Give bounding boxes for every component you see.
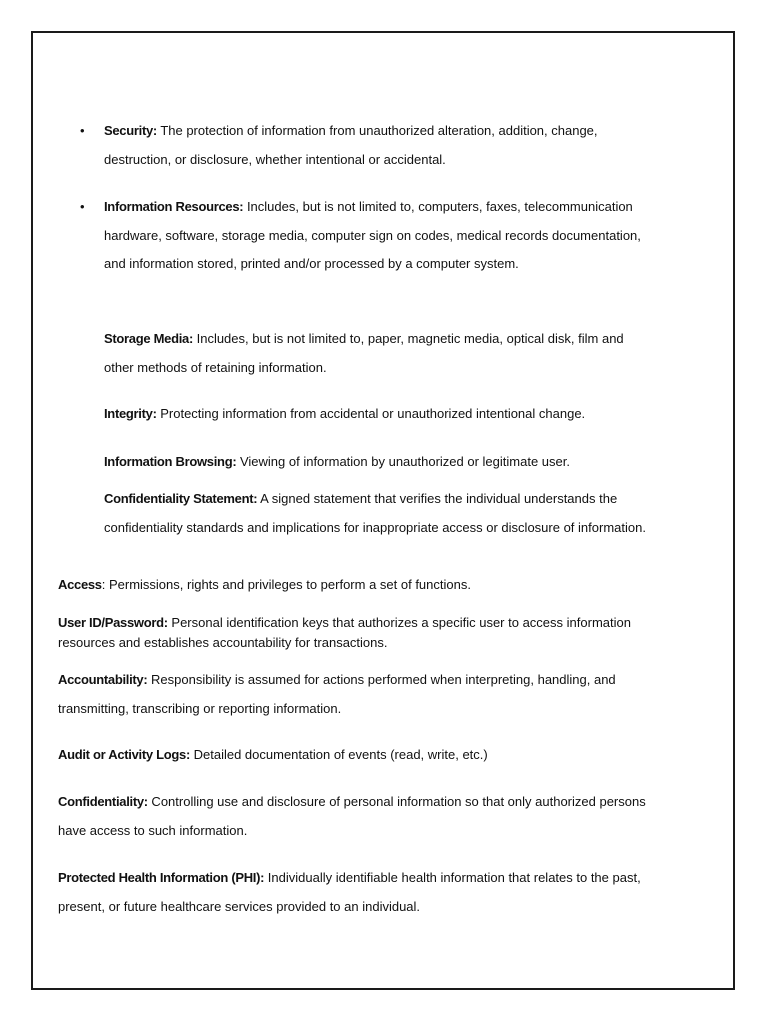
- definition-text: Includes, but is not limited to, paper, magnetic media, optical disk, film and other methods of retaining information.: [104, 331, 624, 375]
- definition-term: Information Resources:: [104, 199, 244, 214]
- bullet-icon: •: [80, 199, 85, 214]
- definition-integrity: [104, 400, 649, 429]
- definition-term: Security:: [104, 123, 157, 138]
- definition-phi: [58, 864, 658, 921]
- definition-term: Information Browsing:: [104, 454, 237, 469]
- definition-term: Storage Media:: [104, 331, 193, 346]
- definition-text: Includes, but is not limited to, computers, faxes, telecommunication hardware, software, storage media, computer sign on codes, medical records documentation, and information stored, printed and/or processed by a computer system.: [104, 199, 641, 271]
- definition-term: User ID/Password:: [58, 615, 168, 630]
- definition-term: Protected Health Information (PHI):: [58, 870, 265, 885]
- definition-accountability: [58, 666, 658, 723]
- definition-term: Access: [58, 577, 102, 592]
- definition-confidentiality: [58, 788, 658, 845]
- bullet-icon: •: [80, 123, 85, 138]
- definition-access: [58, 571, 658, 600]
- definition-text: Protecting information from accidental or unauthorized intentional change.: [156, 406, 586, 421]
- definition-text: The protection of information from unauthorized alteration, addition, change, destruction, or disclosure, whether intentional or accidental.: [104, 123, 598, 167]
- definition-information-browsing: [104, 448, 649, 477]
- definition-information-resources: [80, 193, 649, 279]
- definition-text: Individually identifiable health information that relates to the past, present, or future healthcare services provided to an individual.: [58, 870, 641, 914]
- definition-audit-logs: [58, 741, 658, 770]
- definition-term: Confidentiality:: [58, 794, 148, 809]
- definition-term: Integrity:: [104, 406, 157, 421]
- definition-term: Confidentiality Statement:: [104, 491, 258, 506]
- definition-term: Accountability:: [58, 672, 148, 687]
- definition-text: Detailed documentation of events (read, write, etc.): [190, 747, 488, 762]
- definition-text: Responsibility is assumed for actions performed when interpreting, handling, and transmitting, transcribing or reporting information.: [58, 672, 616, 716]
- definition-text: : Permissions, rights and privileges to perform a set of functions.: [101, 577, 471, 592]
- definition-term: Audit or Activity Logs:: [58, 747, 191, 762]
- definition-security: [80, 117, 649, 174]
- definition-storage-media: [104, 325, 649, 382]
- definition-text: Viewing of information by unauthorized or legitimate user.: [236, 454, 570, 469]
- definition-text: A signed statement that verifies the individual understands the confidentiality standards and implications for inappropriate access or disclosure of information.: [104, 491, 646, 535]
- definition-text: Controlling use and disclosure of personal information so that only authorized persons have access to such information.: [58, 794, 646, 838]
- definition-user-id-password: [58, 613, 658, 653]
- definition-confidentiality-statement: [104, 485, 649, 542]
- definition-text: Personal identification keys that authorizes a specific user to access information resources and establishes accountability for transactions.: [58, 615, 631, 650]
